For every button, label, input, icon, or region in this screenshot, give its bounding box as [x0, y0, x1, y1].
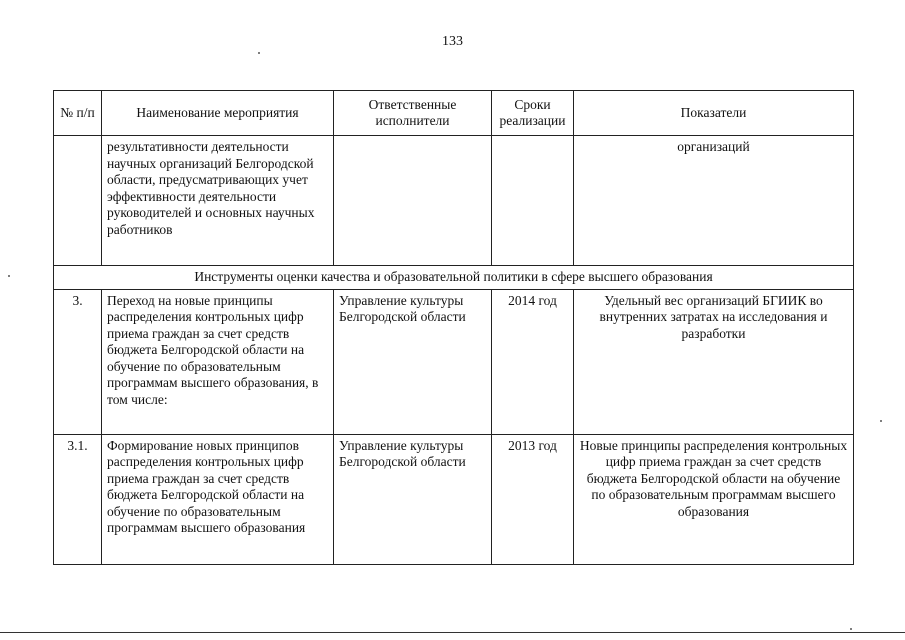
header-indicators: Показатели [574, 91, 854, 136]
scan-speck [258, 52, 260, 54]
scan-speck [880, 420, 882, 422]
header-responsible: Ответственные исполнители [334, 91, 492, 136]
scan-speck [8, 275, 10, 277]
page-edge-line [0, 632, 905, 633]
cell-number: 3.1. [54, 434, 102, 564]
header-term: Сроки реализации [492, 91, 574, 136]
cell-responsible: Управление культуры Белгородской области [334, 289, 492, 434]
measures-table [53, 90, 854, 565]
cell-term [492, 136, 574, 266]
cell-number [54, 136, 102, 266]
cell-term: 2013 год [492, 434, 574, 564]
cell-indicator: Новые принципы распределения контрольных цифр приема граждан за счет средств бюджета Белгородской области на обучение по образовательным программам высшего образования [574, 434, 854, 564]
section-title-row [54, 266, 854, 290]
scan-speck [850, 628, 852, 630]
cell-indicator: организаций [574, 136, 854, 266]
table-row [54, 434, 854, 564]
cell-number: 3. [54, 289, 102, 434]
table-row-continued [54, 136, 854, 266]
cell-measure-name: Переход на новые принципы распределения контрольных цифр приема граждан за счет средств бюджета Белгородской области на обучение по образовательным программам высшего образования, в том числе: [102, 289, 334, 434]
cell-term: 2014 год [492, 289, 574, 434]
table-row [54, 289, 854, 434]
cell-measure-name: результативности деятельности научных организаций Белгородской области, предусматривающих учет эффективности деятельности руководителей и основных научных работников [102, 136, 334, 266]
section-title: Инструменты оценки качества и образовательной политики в сфере высшего образования [54, 266, 854, 290]
header-number: № п/п [54, 91, 102, 136]
cell-indicator: Удельный вес организаций БГИИК во внутренних затратах на исследования и разработки [574, 289, 854, 434]
table-header-row [54, 91, 854, 136]
cell-responsible: Управление культуры Белгородской области [334, 434, 492, 564]
header-measure-name: Наименование мероприятия [102, 91, 334, 136]
cell-measure-name: Формирование новых принципов распределения контрольных цифр приема граждан за счет средств бюджета Белгородской области на обучение по образовательным программам высшего образования [102, 434, 334, 564]
cell-responsible [334, 136, 492, 266]
page-number: 133 [442, 34, 463, 49]
